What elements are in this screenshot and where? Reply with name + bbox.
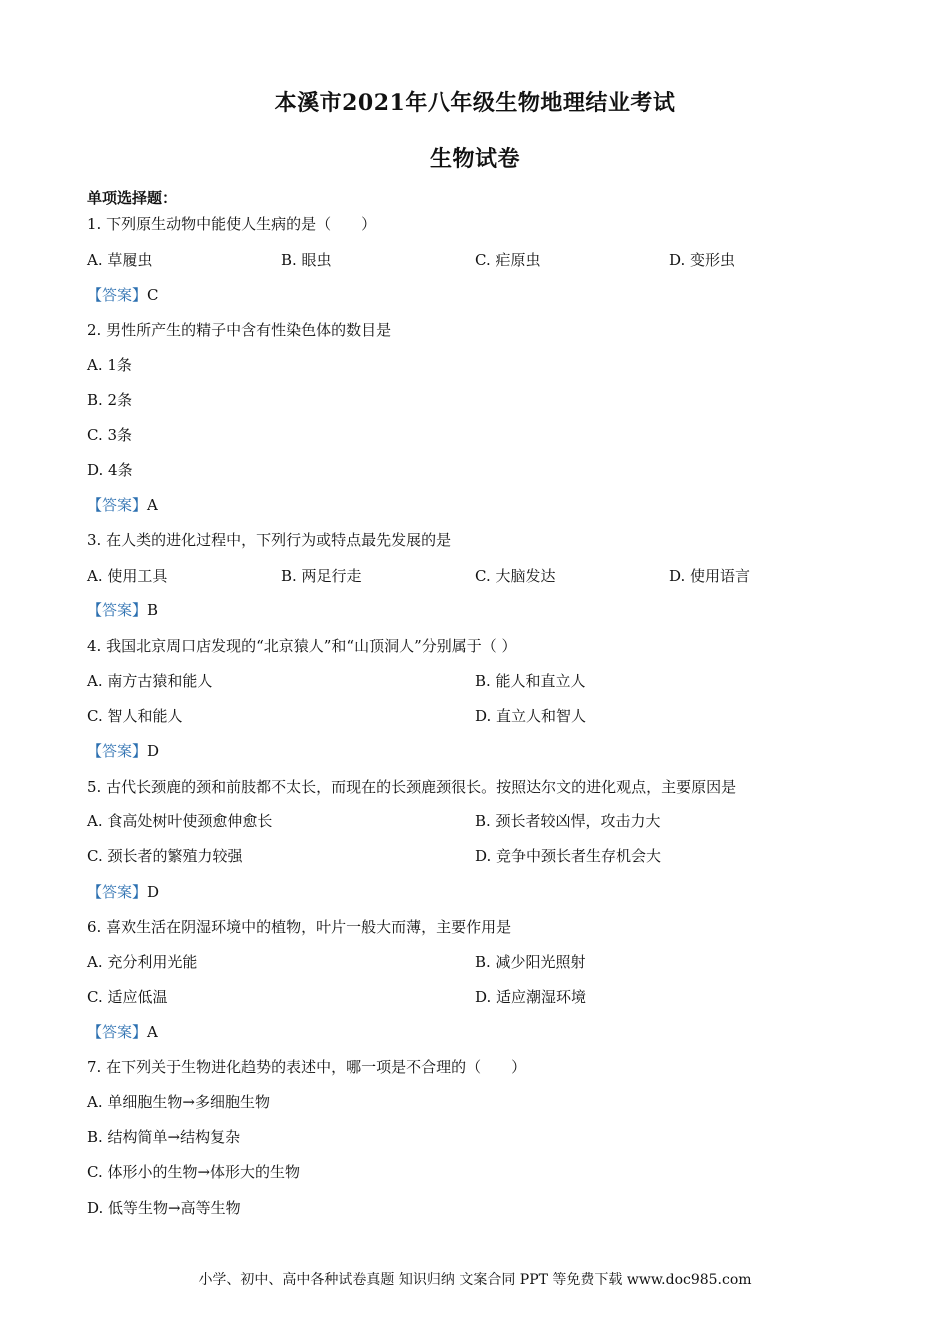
question-6-option-a: A. 充分利用光能 [87, 953, 198, 971]
question-5-option-b: B. 颈长者较凶悍，攻击力大 [475, 812, 661, 830]
section-heading: 单项选择题： [87, 189, 178, 207]
question-6-option-b: B. 减少阳光照射 [475, 953, 586, 971]
answer-tag: 【答案】 [87, 496, 148, 514]
question-3-stem: 3. 在人类的进化过程中，下列行为或特点最先发展的是 [87, 531, 452, 549]
answer-value: B [147, 601, 159, 619]
answer-value: D [147, 742, 160, 760]
answer-value: C [147, 286, 159, 304]
question-2-option-a: A. 1条 [87, 356, 132, 374]
question-6-option-d: D. 适应潮湿环境 [475, 988, 587, 1006]
question-5-stem: 5. 古代长颈鹿的颈和前肢都不太长，而现在的长颈鹿颈很长。按照达尔文的进化观点，主要原因是 [87, 778, 737, 796]
question-3-option-a: A. 使用工具 [87, 567, 168, 585]
question-7-option-d: D. 低等生物→高等生物 [87, 1199, 241, 1217]
question-2-option-c: C. 3条 [87, 426, 133, 444]
question-1-option-a: A. 草履虫 [87, 251, 153, 269]
question-7-stem: 7. 在下列关于生物进化趋势的表述中，哪一项是不合理的（ ） [87, 1058, 527, 1076]
question-7-option-c: C. 体形小的生物→体形大的生物 [87, 1163, 301, 1181]
question-5-option-c: C. 颈长者的繁殖力较强 [87, 847, 243, 865]
question-3-answer [87, 600, 158, 620]
question-7-option-b: B. 结构简单→结构复杂 [87, 1128, 241, 1146]
page-subtitle: 生物试卷 [429, 146, 520, 172]
question-1-option-c: C. 疟原虫 [475, 251, 541, 269]
question-3-option-c: C. 大脑发达 [475, 567, 556, 585]
question-6-answer [87, 1022, 158, 1042]
question-1-stem: 1. 下列原生动物中能使人生病的是（ ） [87, 215, 377, 233]
question-2-stem: 2. 男性所产生的精子中含有性染色体的数目是 [87, 321, 392, 339]
question-4-option-a: A. 南方古猿和能人 [87, 672, 213, 690]
question-1-option-b: B. 眼虫 [281, 251, 332, 269]
question-4-option-d: D. 直立人和智人 [475, 707, 587, 725]
answer-tag: 【答案】 [87, 742, 148, 760]
question-5-option-d: D. 竞争中颈长者生存机会大 [475, 847, 662, 865]
question-1-option-d: D. 变形虫 [669, 251, 736, 269]
question-2-option-b: B. 2条 [87, 391, 133, 409]
question-7-option-a: A. 单细胞生物→多细胞生物 [87, 1093, 270, 1111]
answer-value: D [147, 883, 160, 901]
question-4-answer [87, 741, 159, 761]
page-title: 本溪市2021年八年级生物地理结业考试 [274, 90, 676, 116]
answer-tag: 【答案】 [87, 286, 148, 304]
question-3-option-b: B. 两足行走 [281, 567, 362, 585]
question-2-answer [87, 495, 158, 515]
answer-tag: 【答案】 [87, 601, 148, 619]
question-5-option-a: A. 食高处树叶使颈愈伸愈长 [87, 812, 273, 830]
question-4-option-c: C. 智人和能人 [87, 707, 183, 725]
question-5-answer [87, 882, 159, 902]
answer-tag: 【答案】 [87, 883, 148, 901]
answer-value: A [147, 496, 158, 514]
question-6-stem: 6. 喜欢生活在阴湿环境中的植物，叶片一般大而薄，主要作用是 [87, 918, 512, 936]
question-1-answer [87, 285, 159, 305]
question-4-option-b: B. 能人和直立人 [475, 672, 586, 690]
question-6-option-c: C. 适应低温 [87, 988, 168, 1006]
answer-tag: 【答案】 [87, 1023, 148, 1041]
page-footer: 小学、初中、高中各种试卷真题 知识归纳 文案合同 PPT 等免费下载 www.doc985.com [198, 1272, 752, 1288]
question-2-option-d: D. 4条 [87, 461, 133, 479]
question-3-option-d: D. 使用语言 [669, 567, 751, 585]
question-4-stem: 4. 我国北京周口店发现的“北京猿人”和“山顶洞人”分别属于（ ） [87, 637, 517, 655]
answer-value: A [147, 1023, 158, 1041]
